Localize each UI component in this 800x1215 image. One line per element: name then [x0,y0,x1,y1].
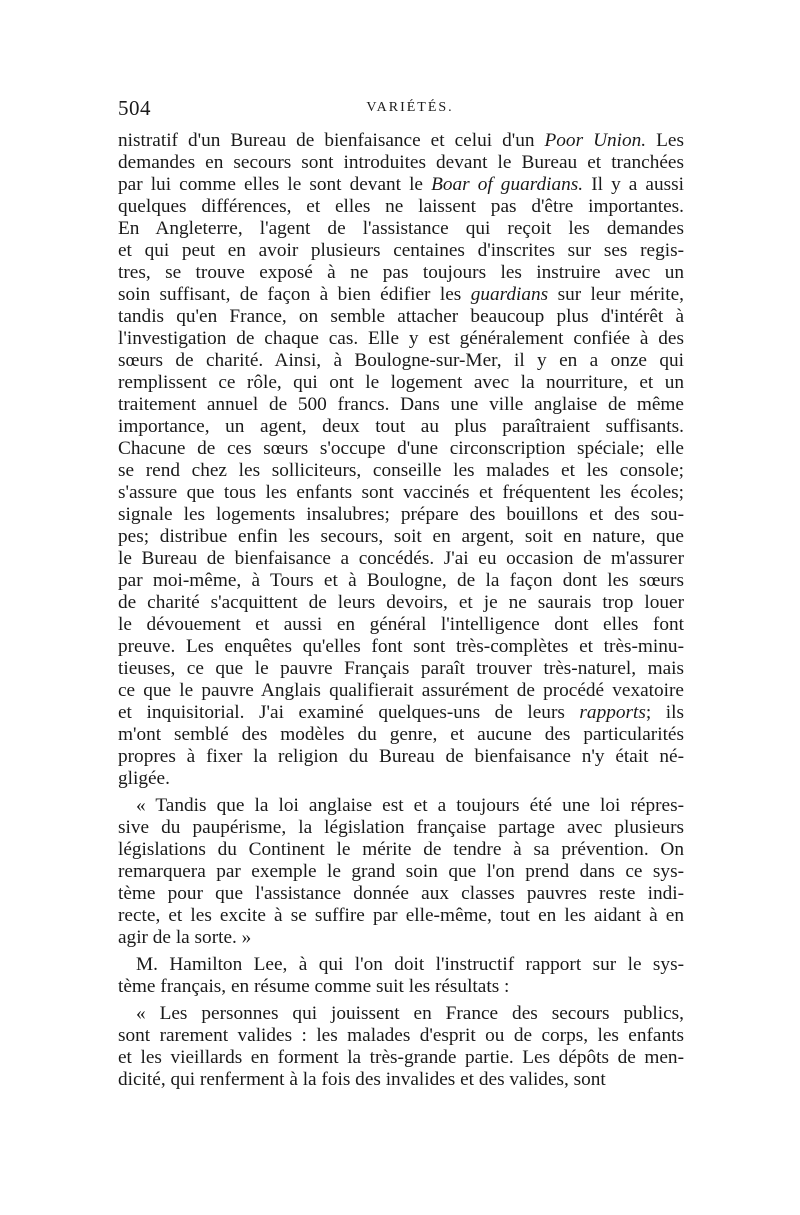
text-line: le dévouement et aussi en général l'intelligence dont elles font [118,614,684,635]
text-line: nistratif d'un Bureau de bienfaisance et celui d'un Poor Union. Les [118,130,684,151]
text-line: m'ont semblé des modèles du genre, et aucune des particularités [118,724,684,745]
text-line: importance, un agent, deux tout au plus paraîtraient suffisants. [118,416,684,437]
text-line: sive du paupérisme, la législation française partage avec plusieurs [118,817,684,838]
text-line: agir de la sorte. » [118,927,252,948]
paragraph [118,130,684,790]
text-line: sœurs de charité. Ainsi, à Boulogne-sur-Mer, il y en a onze qui [118,350,684,371]
text-line: l'investigation de chaque cas. Elle y est généralement confiée à des [118,328,684,349]
page-number: 504 [118,96,151,120]
body-text [118,130,684,1091]
paragraph [118,954,684,998]
text-line: et qui peut en avoir plusieurs centaines d'inscrites sur ses regis- [118,240,684,261]
text-line: « Les personnes qui jouissent en France des secours publics, [136,1003,684,1024]
text-line: sont rarement valides : les malades d'esprit ou de corps, les enfants [118,1025,684,1046]
text-line: M. Hamilton Lee, à qui l'on doit l'instructif rapport sur le sys- [136,954,684,975]
text-line: dicité, qui renferment à la fois des invalides et des valides, sont [118,1069,606,1090]
text-line: tieuses, ce que le pauvre Français paraît trouver très-naturel, mais [118,658,684,679]
text-line: ce que le pauvre Anglais qualifierait assurément de procédé vexatoire [118,680,684,701]
text-line: remarquera par exemple le grand soin que l'on prend dans ce sys- [118,861,684,882]
text-line: Chacune de ces sœurs s'occupe d'une circonscription spéciale; elle [118,438,684,459]
text-line: soin suffisant, de façon à bien édifier les guardians sur leur mérite, [118,284,684,305]
text-line: remplissent ce rôle, qui ont le logement avec la nourriture, et un [118,372,684,393]
italic-term: Boar of guardians. [431,174,584,195]
text-line: quelques différences, et elles ne laissent pas d'être importantes. [118,196,684,217]
paragraph [118,795,684,949]
text-line: tandis qu'en France, on semble attacher beaucoup plus d'intérêt à [118,306,684,327]
text-line: tème français, en résume comme suit les résultats : [118,976,510,997]
text-line: et les vieillards en forment la très-grande partie. Les dépôts de men- [118,1047,684,1068]
text-line: de charité s'acquittent de leurs devoirs, et je ne saurais trop louer [118,592,684,613]
text-line: traitement annuel de 500 francs. Dans une ville anglaise de même [118,394,684,415]
text-line: recte, et les excite à se suffire par elle-même, tout en les aidant à en [118,905,684,926]
text-line: signale les logements insalubres; prépare des bouillons et des sou- [118,504,684,525]
text-line: En Angleterre, l'agent de l'assistance qui reçoit les demandes [118,218,684,239]
text-line: tème pour que l'assistance donnée aux classes pauvres reste indi- [118,883,684,904]
text-line: se rend chez les solliciteurs, conseille les malades et les console; [118,460,684,481]
text-line: demandes en secours sont introduites devant le Bureau et tranchées [118,152,684,173]
text-line: s'assure que tous les enfants sont vaccinés et fréquentent les écoles; [118,482,684,503]
text-line: par lui comme elles le sont devant le Boar of guardians. Il y a aussi [118,174,684,195]
italic-term: rapports [579,702,646,723]
text-line: et inquisitorial. J'ai examiné quelques-uns de leurs rapports; ils [118,702,684,723]
text-line: législations du Continent le mérite de tendre à sa prévention. On [118,839,684,860]
italic-term: guardians [470,284,549,305]
paragraph [118,1003,684,1091]
running-head: VARIÉTÉS. [366,100,454,115]
text-line: tres, se trouve exposé à ne pas toujours les instruire avec un [118,262,684,283]
text-line: par moi-même, à Tours et à Boulogne, de la façon dont les sœurs [118,570,684,591]
text-line: le Bureau de bienfaisance a concédés. J'ai eu occasion de m'assurer [118,548,684,569]
text-line: preuve. Les enquêtes qu'elles font sont très-complètes et très-minu- [118,636,684,657]
text-line: pes; distribue enfin les secours, soit en argent, soit en nature, que [118,526,684,547]
text-line: gligée. [118,768,170,789]
italic-term: Poor Union. [544,130,647,151]
text-line: « Tandis que la loi anglaise est et a toujours été une loi répres- [136,795,684,816]
text-line: propres à fixer la religion du Bureau de bienfaisance n'y était né- [118,746,684,767]
